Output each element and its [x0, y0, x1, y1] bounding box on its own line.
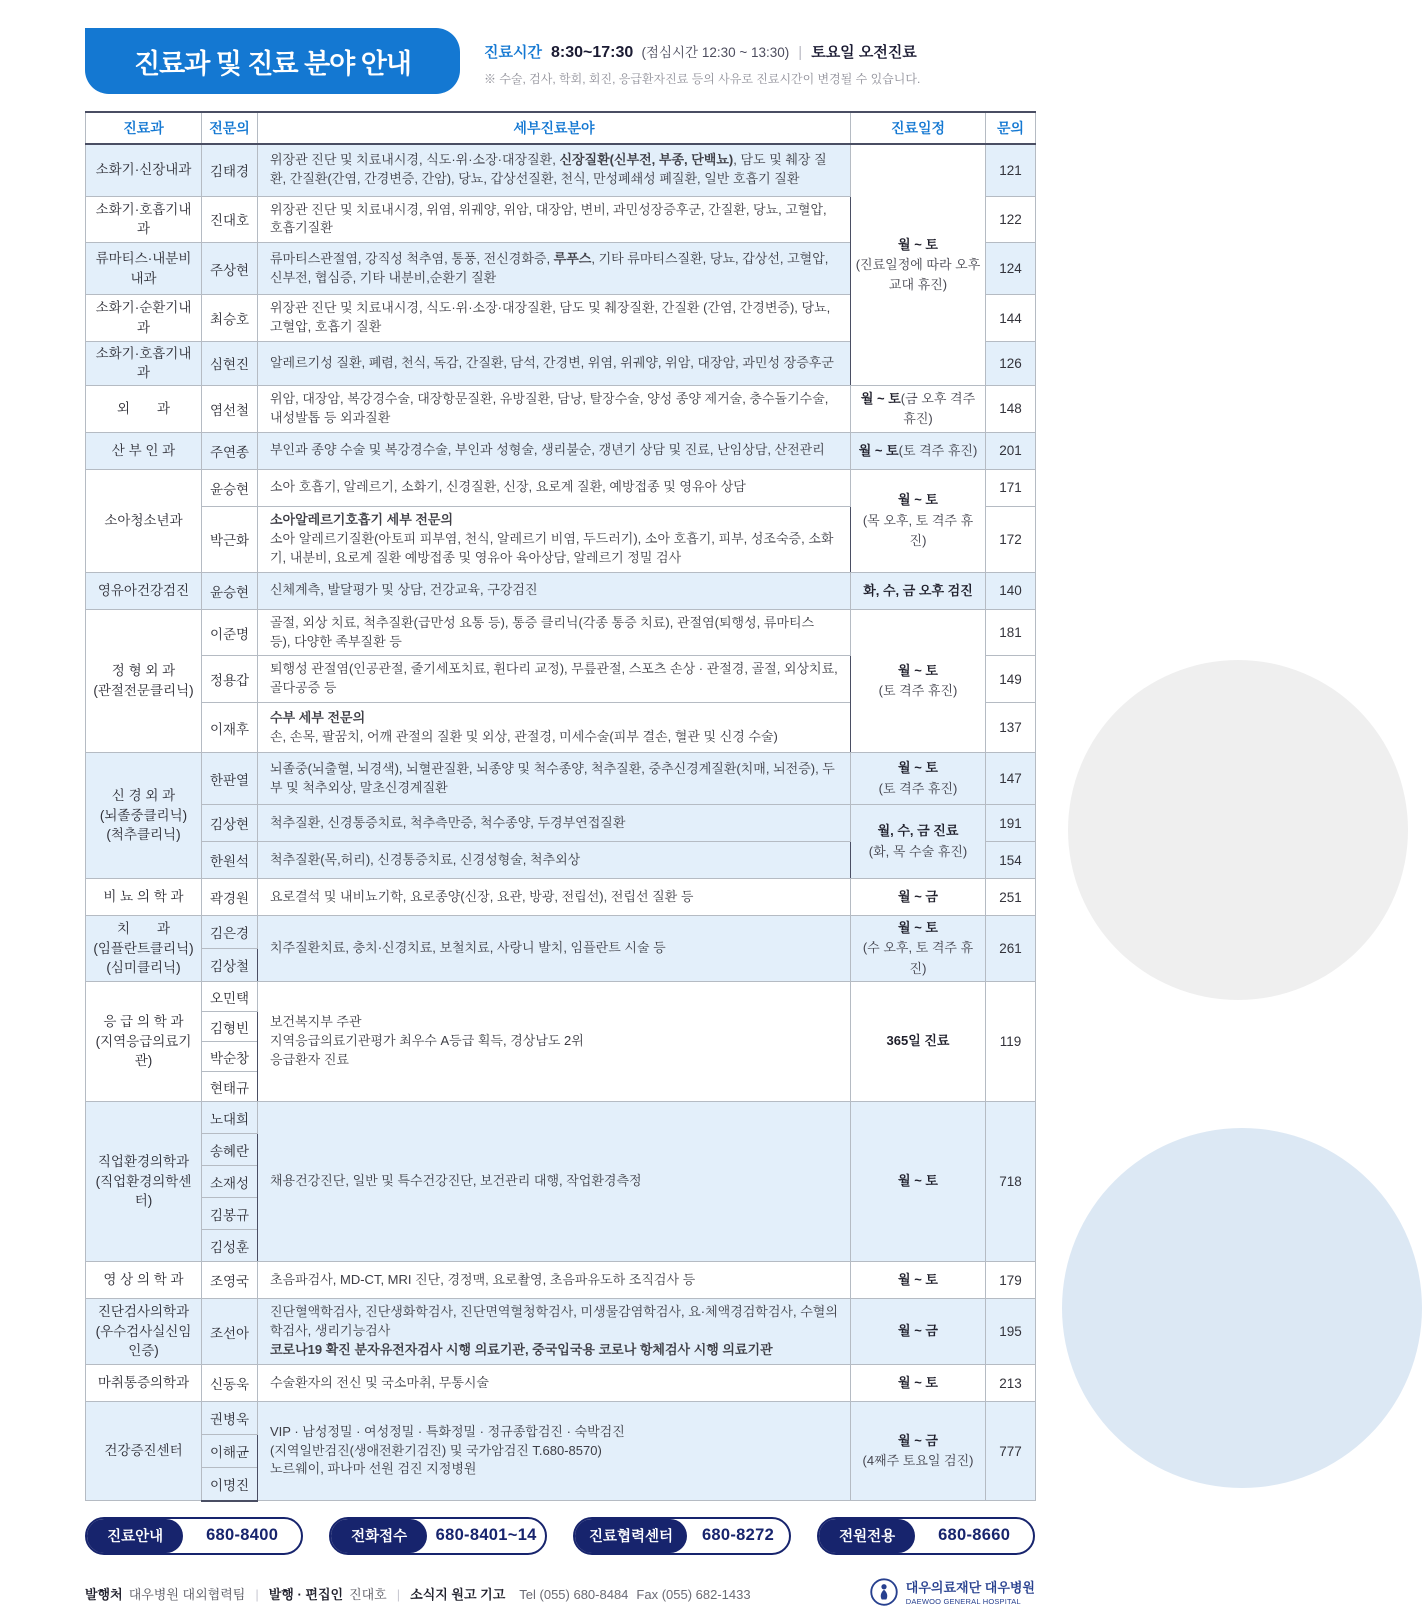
detail-cell	[258, 982, 851, 1102]
publisher-value: 대우병원 대외협력팀	[128, 1586, 246, 1602]
detail-text: 지역응급의료기관평가 최우수 A등급 획득, 경상남도 2위	[270, 1033, 584, 1049]
schedule-sub: (금 오후 격주 휴진)	[900, 390, 976, 426]
phone-pill-cooperation	[573, 1517, 791, 1555]
schedule-sub: (진료일정에 따라 오후 교대 휴진)	[855, 256, 981, 293]
phone-cell: 119	[986, 982, 1036, 1102]
schedule-sub: (4째주 토요일 검진)	[862, 1453, 974, 1469]
schedule-sub: (토 격주 휴진)	[898, 442, 978, 458]
dept-subname: (지역응급의료기관)	[95, 1033, 192, 1069]
table-row	[86, 1102, 1036, 1134]
detail-text: , 담도 및 췌장 질환, 간질환(간염, 간경변증, 간암), 당뇨, 갑상선질환, 천식, 만성폐쇄성 폐질환, 일반 호흡기 질환	[270, 152, 827, 187]
detail-cell: 소아 호흡기, 알레르기, 소화기, 신경질환, 신장, 요로계 질환, 예방접종 및 영유아 상담	[258, 469, 851, 506]
table-row	[86, 386, 1036, 433]
detail-cell: 채용건강진단, 일반 및 특수건강진단, 보건관리 대행, 작업환경측정	[258, 1102, 851, 1262]
doctor-cell: 오민택	[202, 982, 258, 1012]
table-row	[86, 572, 1036, 609]
doctor-cell: 김형빈	[202, 1012, 258, 1042]
schedule-cell	[851, 144, 986, 386]
table-row	[86, 1262, 1036, 1299]
doctor-cell: 주상현	[202, 243, 258, 295]
detail-text-bold: 수부 세부 전문의	[270, 709, 366, 725]
detail-text: 손, 손목, 팔꿈치, 어깨 관절의 질환 및 외상, 관절경, 미세수술(피부 결손, 혈관 및 신경 수술)	[270, 728, 778, 744]
detail-cell	[258, 144, 851, 196]
doctor-cell: 이명진	[202, 1468, 258, 1501]
phone-cell: 181	[986, 609, 1036, 656]
footer-fax: Fax (055) 682-1433	[636, 1586, 751, 1602]
hospital-name-en: DAEWOO GENERAL HOSPITAL	[905, 1596, 1021, 1606]
doctor-cell: 곽경원	[202, 879, 258, 916]
dept-cell	[86, 1299, 202, 1365]
table-row	[86, 1365, 1036, 1402]
detail-cell: 골절, 외상 치료, 척추질환(급만성 요통 등), 통증 클리닉(각종 통증 치료), 관절염(퇴행성, 류마티스 등), 다양한 족부질환 등	[258, 609, 851, 656]
schedule-cell	[851, 572, 986, 609]
phone-cell: 154	[986, 842, 1036, 879]
doctor-cell: 윤승현	[202, 469, 258, 506]
dept-name: 신 경 외 과	[111, 788, 176, 804]
dept-cell: 류마티스·내분비내과	[86, 243, 202, 295]
doctor-cell: 소재성	[202, 1166, 258, 1198]
phone-cell: 121	[986, 144, 1036, 196]
dept-subname: (관절전문클리닉)	[93, 682, 194, 698]
detail-cell: 수술환자의 전신 및 국소마취, 무통시술	[258, 1365, 851, 1402]
dept-name: 정 형 외 과	[111, 663, 176, 679]
phone-cell: 122	[986, 196, 1036, 243]
detail-cell	[258, 1402, 851, 1501]
hospital-logo-icon	[869, 1577, 899, 1610]
schedule-cell	[851, 753, 986, 805]
schedule-main: 월 ~ 금	[898, 888, 938, 904]
doctor-cell: 윤승현	[202, 572, 258, 609]
dept-cell: 소화기·신장내과	[86, 144, 202, 196]
dept-cell	[86, 982, 202, 1102]
phone-cell: 137	[986, 703, 1036, 753]
phone-pill-number: 680-8660	[938, 1526, 1011, 1545]
phone-cell: 172	[986, 506, 1036, 572]
phone-cell: 140	[986, 572, 1036, 609]
phone-pill-label: 진료안내	[87, 1519, 183, 1553]
dept-name: 직업환경의학과	[97, 1154, 190, 1170]
divider: |	[255, 1586, 259, 1602]
dept-cell: 산 부 인 과	[86, 432, 202, 469]
schedule-cell	[851, 916, 986, 982]
footer-credits	[85, 1584, 751, 1603]
schedule-sub: (수 오후, 토 격주 휴진)	[862, 940, 974, 976]
dept-subname: (심미클리닉)	[106, 960, 181, 976]
detail-cell: 요로결석 및 내비뇨기학, 요로종양(신장, 요관, 방광, 전립선), 전립선 질환 등	[258, 879, 851, 916]
page-header	[85, 28, 1035, 94]
phone-cell: 171	[986, 469, 1036, 506]
dept-cell	[86, 1102, 202, 1262]
phone-cell: 179	[986, 1262, 1036, 1299]
detail-text-bold: 신장질환(신부전, 부종, 단백뇨)	[559, 152, 734, 168]
table-row	[86, 753, 1036, 805]
schedule-main: 화, 수, 금 오후 검진	[863, 582, 973, 598]
dept-subname: (임플란트클리닉)	[93, 940, 194, 956]
table-row	[86, 805, 1036, 842]
doctor-cell: 이재후	[202, 703, 258, 753]
detail-text: 소아 알레르기질환(아토피 피부염, 천식, 알레르기 비염, 두드러기), 소아 호흡기, 피부, 성조숙증, 소화기, 내분비, 요로계 질환 예방접종 및 영유아 육아상담, 알레르기 정밀 검사	[270, 530, 834, 565]
phone-pill-reception	[329, 1517, 547, 1555]
table-row	[86, 144, 1036, 196]
table-header-row	[86, 112, 1036, 144]
dept-name: 진단검사의학과	[97, 1304, 190, 1320]
detail-cell: 초음파검사, MD-CT, MRI 진단, 경정맥, 요로촬영, 초음파유도하 조직검사 등	[258, 1262, 851, 1299]
dept-cell	[86, 753, 202, 879]
detail-text: 위장관 진단 및 치료내시경, 식도·위·소장·대장질환,	[270, 152, 560, 168]
schedule-main: 월 ~ 토	[898, 1271, 938, 1287]
detail-cell: 척추질환(목,허리), 신경통증치료, 신경성형술, 척추외상	[258, 842, 851, 879]
doctor-cell: 염선철	[202, 386, 258, 433]
doctor-cell: 노대희	[202, 1102, 258, 1134]
schedule-main: 월 ~ 토	[898, 920, 938, 936]
background-circle-blue	[1062, 1128, 1422, 1488]
schedule-sub: (토 격주 휴진)	[878, 682, 958, 698]
phone-cell: 777	[986, 1402, 1036, 1501]
doctor-cell: 진대호	[202, 196, 258, 243]
phone-cell: 147	[986, 753, 1036, 805]
schedule-sub: (토 격주 휴진)	[878, 780, 958, 796]
schedule-cell	[851, 879, 986, 916]
detail-text-bold: 소아알레르기호흡기 세부 전문의	[270, 511, 454, 527]
detail-text-bold: 코로나19 확진 분자유전자검사 시행 의료기관, 중국입국용 코로나 항체검사 시행 의료기관	[270, 1341, 773, 1357]
column-header: 전문의	[202, 112, 258, 144]
hours-lunch: (점심시간 12:30 ~ 13:30)	[641, 45, 790, 60]
schedule-main: 월 ~ 토	[898, 492, 938, 508]
phone-pill-label: 전원전용	[819, 1519, 915, 1553]
department-table	[85, 111, 1036, 1502]
page-footer	[85, 1577, 1035, 1610]
doctor-cell: 김상현	[202, 805, 258, 842]
detail-text: 노르웨이, 파나마 선원 검진 지정병원	[270, 1461, 477, 1477]
hours-label: 진료시간	[484, 44, 542, 61]
doctor-cell: 주연종	[202, 432, 258, 469]
phone-cell: 718	[986, 1102, 1036, 1262]
schedule-cell	[851, 1102, 986, 1262]
divider: |	[396, 1586, 401, 1602]
schedule-main: 월 ~ 토	[858, 442, 899, 458]
schedule-cell	[851, 1365, 986, 1402]
hospital-name-kr: 대우의료재단 대우병원	[905, 1580, 1035, 1596]
schedule-main: 월 ~ 토	[898, 760, 938, 776]
publisher-label: 발행처	[85, 1586, 123, 1602]
schedule-sub: (화, 목 수술 휴진)	[868, 843, 968, 859]
detail-text: 응급환자 진료	[270, 1051, 349, 1067]
detail-text: , 기타 류마티스질환, 당뇨, 갑상선, 고혈압, 신부전, 협심증, 기타 내분비,순환기 질환	[270, 250, 829, 285]
doctor-cell: 김은경	[202, 916, 258, 949]
schedule-cell	[851, 1299, 986, 1365]
phone-cell: 144	[986, 295, 1036, 342]
schedule-main: 월 ~ 토	[898, 662, 938, 678]
detail-cell	[258, 1299, 851, 1365]
detail-cell	[258, 506, 851, 572]
editor-value: 진대호	[349, 1586, 387, 1602]
doctor-cell: 권병욱	[202, 1402, 258, 1435]
doctor-cell: 심현진	[202, 341, 258, 385]
schedule-cell	[851, 1402, 986, 1501]
dept-cell: 소화기·호흡기내과	[86, 196, 202, 243]
schedule-cell	[851, 805, 986, 879]
dept-cell: 마취통증의학과	[86, 1365, 202, 1402]
detail-cell: 신체계측, 발달평가 및 상담, 건강교육, 구강검진	[258, 572, 851, 609]
phone-cell: 124	[986, 243, 1036, 295]
table-row	[86, 982, 1036, 1012]
schedule-cell	[851, 609, 986, 752]
dept-cell: 소화기·순환기내과	[86, 295, 202, 342]
detail-cell: 부인과 종양 수술 및 복강경수술, 부인과 성형술, 생리불순, 갱년기 상담 및 진료, 난임상담, 산전관리	[258, 432, 851, 469]
phone-cell: 251	[986, 879, 1036, 916]
dept-subname: (뇌졸중클리닉)	[99, 807, 188, 823]
phone-cell: 191	[986, 805, 1036, 842]
column-header: 진료과	[86, 112, 202, 144]
schedule-main: 월 ~ 토	[860, 390, 901, 406]
dept-cell: 외 과	[86, 386, 202, 433]
detail-cell	[258, 703, 851, 753]
table-row	[86, 609, 1036, 656]
doctor-cell: 이준명	[202, 609, 258, 656]
hours-time: 8:30~17:30	[550, 44, 634, 61]
hospital-logo-text	[906, 1580, 1035, 1606]
detail-cell: 위장관 진단 및 치료내시경, 식도·위·소장·대장질환, 담도 및 췌장질환, 간질환 (간염, 간경변증), 당뇨, 고혈압, 호흡기 질환	[258, 295, 851, 342]
doctor-cell: 신동욱	[202, 1365, 258, 1402]
table-row	[86, 469, 1036, 506]
column-header: 문의	[986, 112, 1036, 144]
phone-cell: 148	[986, 386, 1036, 433]
table-row	[86, 1402, 1036, 1435]
schedule-main: 월 ~ 토	[898, 1173, 938, 1189]
doctor-cell: 김성훈	[202, 1230, 258, 1262]
doctor-cell: 김태경	[202, 144, 258, 196]
dept-cell	[86, 609, 202, 752]
dept-cell: 영유아건강검진	[86, 572, 202, 609]
phone-pill-label: 전화접수	[331, 1519, 427, 1553]
phone-cell: 195	[986, 1299, 1036, 1365]
phone-pill-number: 680-8400	[206, 1526, 279, 1545]
dept-cell: 영 상 의 학 과	[86, 1262, 202, 1299]
doctor-cell: 한판열	[202, 753, 258, 805]
phone-pill-info	[85, 1517, 303, 1555]
phone-cell: 126	[986, 341, 1036, 385]
hours-block	[484, 28, 920, 87]
schedule-cell	[851, 469, 986, 572]
phone-pill-number: 680-8272	[701, 1526, 775, 1545]
doctor-cell: 이해균	[202, 1435, 258, 1468]
doctor-cell: 한원석	[202, 842, 258, 879]
hours-note: ※ 수술, 검사, 학회, 회진, 응급환자진료 등의 사유로 진료시간이 변경될 수 있습니다.	[484, 72, 921, 86]
detail-text: 보건복지부 주관	[270, 1014, 362, 1030]
phone-cell: 149	[986, 656, 1036, 703]
hours-line	[484, 41, 920, 62]
schedule-main: 월 ~ 금	[898, 1323, 938, 1339]
doctor-cell: 송혜란	[202, 1134, 258, 1166]
dept-name: 치 과	[116, 921, 171, 937]
schedule-main: 월 ~ 토	[898, 1374, 938, 1390]
editor-label: 발행 · 편집인	[268, 1586, 344, 1602]
schedule-main: 월 ~ 금	[898, 1432, 938, 1448]
detail-cell	[258, 243, 851, 295]
detail-text: (지역일반검진(생애전환기검진) 및 국가암검진 T.680-8570)	[270, 1442, 602, 1458]
schedule-cell	[851, 982, 986, 1102]
hospital-logo	[869, 1577, 1035, 1610]
doctor-cell: 정용갑	[202, 656, 258, 703]
schedule-main: 365일 진료	[886, 1033, 950, 1049]
divider: |	[798, 44, 803, 61]
detail-cell: 뇌졸중(뇌출혈, 뇌경색), 뇌혈관질환, 뇌종양 및 척수종양, 척추질환, 중추신경계질환(치매, 뇌전증), 두부 및 척추외상, 말초신경계질환	[258, 753, 851, 805]
detail-cell: 퇴행성 관절염(인공관절, 줄기세포치료, 휜다리 교정), 무릎관절, 스포츠 손상 · 관절경, 골절, 외상치료, 골다공증 등	[258, 656, 851, 703]
dept-cell	[86, 916, 202, 982]
dept-cell: 소아청소년과	[86, 469, 202, 572]
schedule-cell	[851, 432, 986, 469]
phone-cell: 261	[986, 916, 1036, 982]
dept-subname: (우수검사실신임인증)	[95, 1323, 192, 1359]
phone-pills-row	[85, 1517, 1035, 1555]
detail-cell: 알레르기성 질환, 폐렴, 천식, 독감, 간질환, 담석, 간경변, 위염, 위궤양, 위암, 대장암, 과민성 장증후군	[258, 341, 851, 385]
phone-pill-number: 680-8401~14	[435, 1526, 537, 1545]
schedule-main: 월 ~ 토	[898, 236, 938, 252]
footer-tel: Tel (055) 680-8484	[519, 1586, 629, 1602]
schedule-main: 월, 수, 금 진료	[877, 823, 959, 839]
background-circle-gray	[1068, 660, 1408, 1000]
phone-pill-transfer	[817, 1517, 1035, 1555]
schedule-cell	[851, 386, 986, 433]
detail-text-bold: 루푸스	[553, 250, 592, 266]
doctor-cell: 조선아	[202, 1299, 258, 1365]
phone-pill-label: 진료협력센터	[575, 1519, 687, 1553]
column-header: 세부진료분야	[258, 112, 851, 144]
dept-subname: (척추클리닉)	[106, 827, 181, 843]
table-row	[86, 432, 1036, 469]
doctor-cell: 김봉규	[202, 1198, 258, 1230]
doctor-cell: 최승호	[202, 295, 258, 342]
phone-cell: 213	[986, 1365, 1036, 1402]
doctor-cell: 박순창	[202, 1042, 258, 1072]
detail-cell: 위장관 진단 및 치료내시경, 위염, 위궤양, 위암, 대장암, 변비, 과민성장증후군, 간질환, 당뇨, 고혈압, 호흡기질환	[258, 196, 851, 243]
detail-text: 류마티스관절염, 강직성 척추염, 통풍, 전신경화증,	[270, 250, 554, 266]
column-header: 진료일정	[851, 112, 986, 144]
table-row	[86, 1299, 1036, 1365]
detail-cell: 위암, 대장암, 복강경수술, 대장항문질환, 유방질환, 담낭, 탈장수술, 양성 종양 제거술, 충수돌기수술, 내성발톱 등 외과질환	[258, 386, 851, 433]
schedule-sub: (목 오후, 토 격주 휴진)	[862, 512, 974, 548]
schedule-cell	[851, 1262, 986, 1299]
detail-text: VIP · 남성정밀 · 여성정밀 · 특화정밀 · 정규종합검진 · 숙박검진	[270, 1423, 625, 1439]
page-title: 진료과 및 진료 분야 안내	[134, 48, 411, 79]
contribute-label: 소식지 원고 기고	[410, 1586, 506, 1602]
title-banner	[85, 28, 460, 94]
detail-text: 진단혈액학검사, 진단생화학검사, 진단면역혈청학검사, 미생물감염학검사, 요·체액경검학검사, 수혈의학검사, 생리기능검사	[270, 1304, 838, 1339]
dept-cell: 비 뇨 의 학 과	[86, 879, 202, 916]
dept-cell: 소화기·호흡기내과	[86, 341, 202, 385]
detail-cell: 치주질환치료, 충치·신경치료, 보철치료, 사랑니 발치, 임플란트 시술 등	[258, 916, 851, 982]
table-row	[86, 916, 1036, 949]
saturday-hours: 토요일 오전진료	[811, 44, 917, 61]
detail-cell: 척추질환, 신경통증치료, 척추측만증, 척수종양, 두경부연접질환	[258, 805, 851, 842]
table-row	[86, 879, 1036, 916]
doctor-cell: 박근화	[202, 506, 258, 572]
dept-subname: (직업환경의학센터)	[95, 1173, 192, 1209]
doctor-cell: 조영국	[202, 1262, 258, 1299]
doctor-cell: 현태규	[202, 1072, 258, 1102]
dept-cell: 건강증진센터	[86, 1402, 202, 1501]
phone-cell: 201	[986, 432, 1036, 469]
dept-name: 응 급 의 학 과	[103, 1014, 184, 1030]
doctor-cell: 김상철	[202, 949, 258, 982]
